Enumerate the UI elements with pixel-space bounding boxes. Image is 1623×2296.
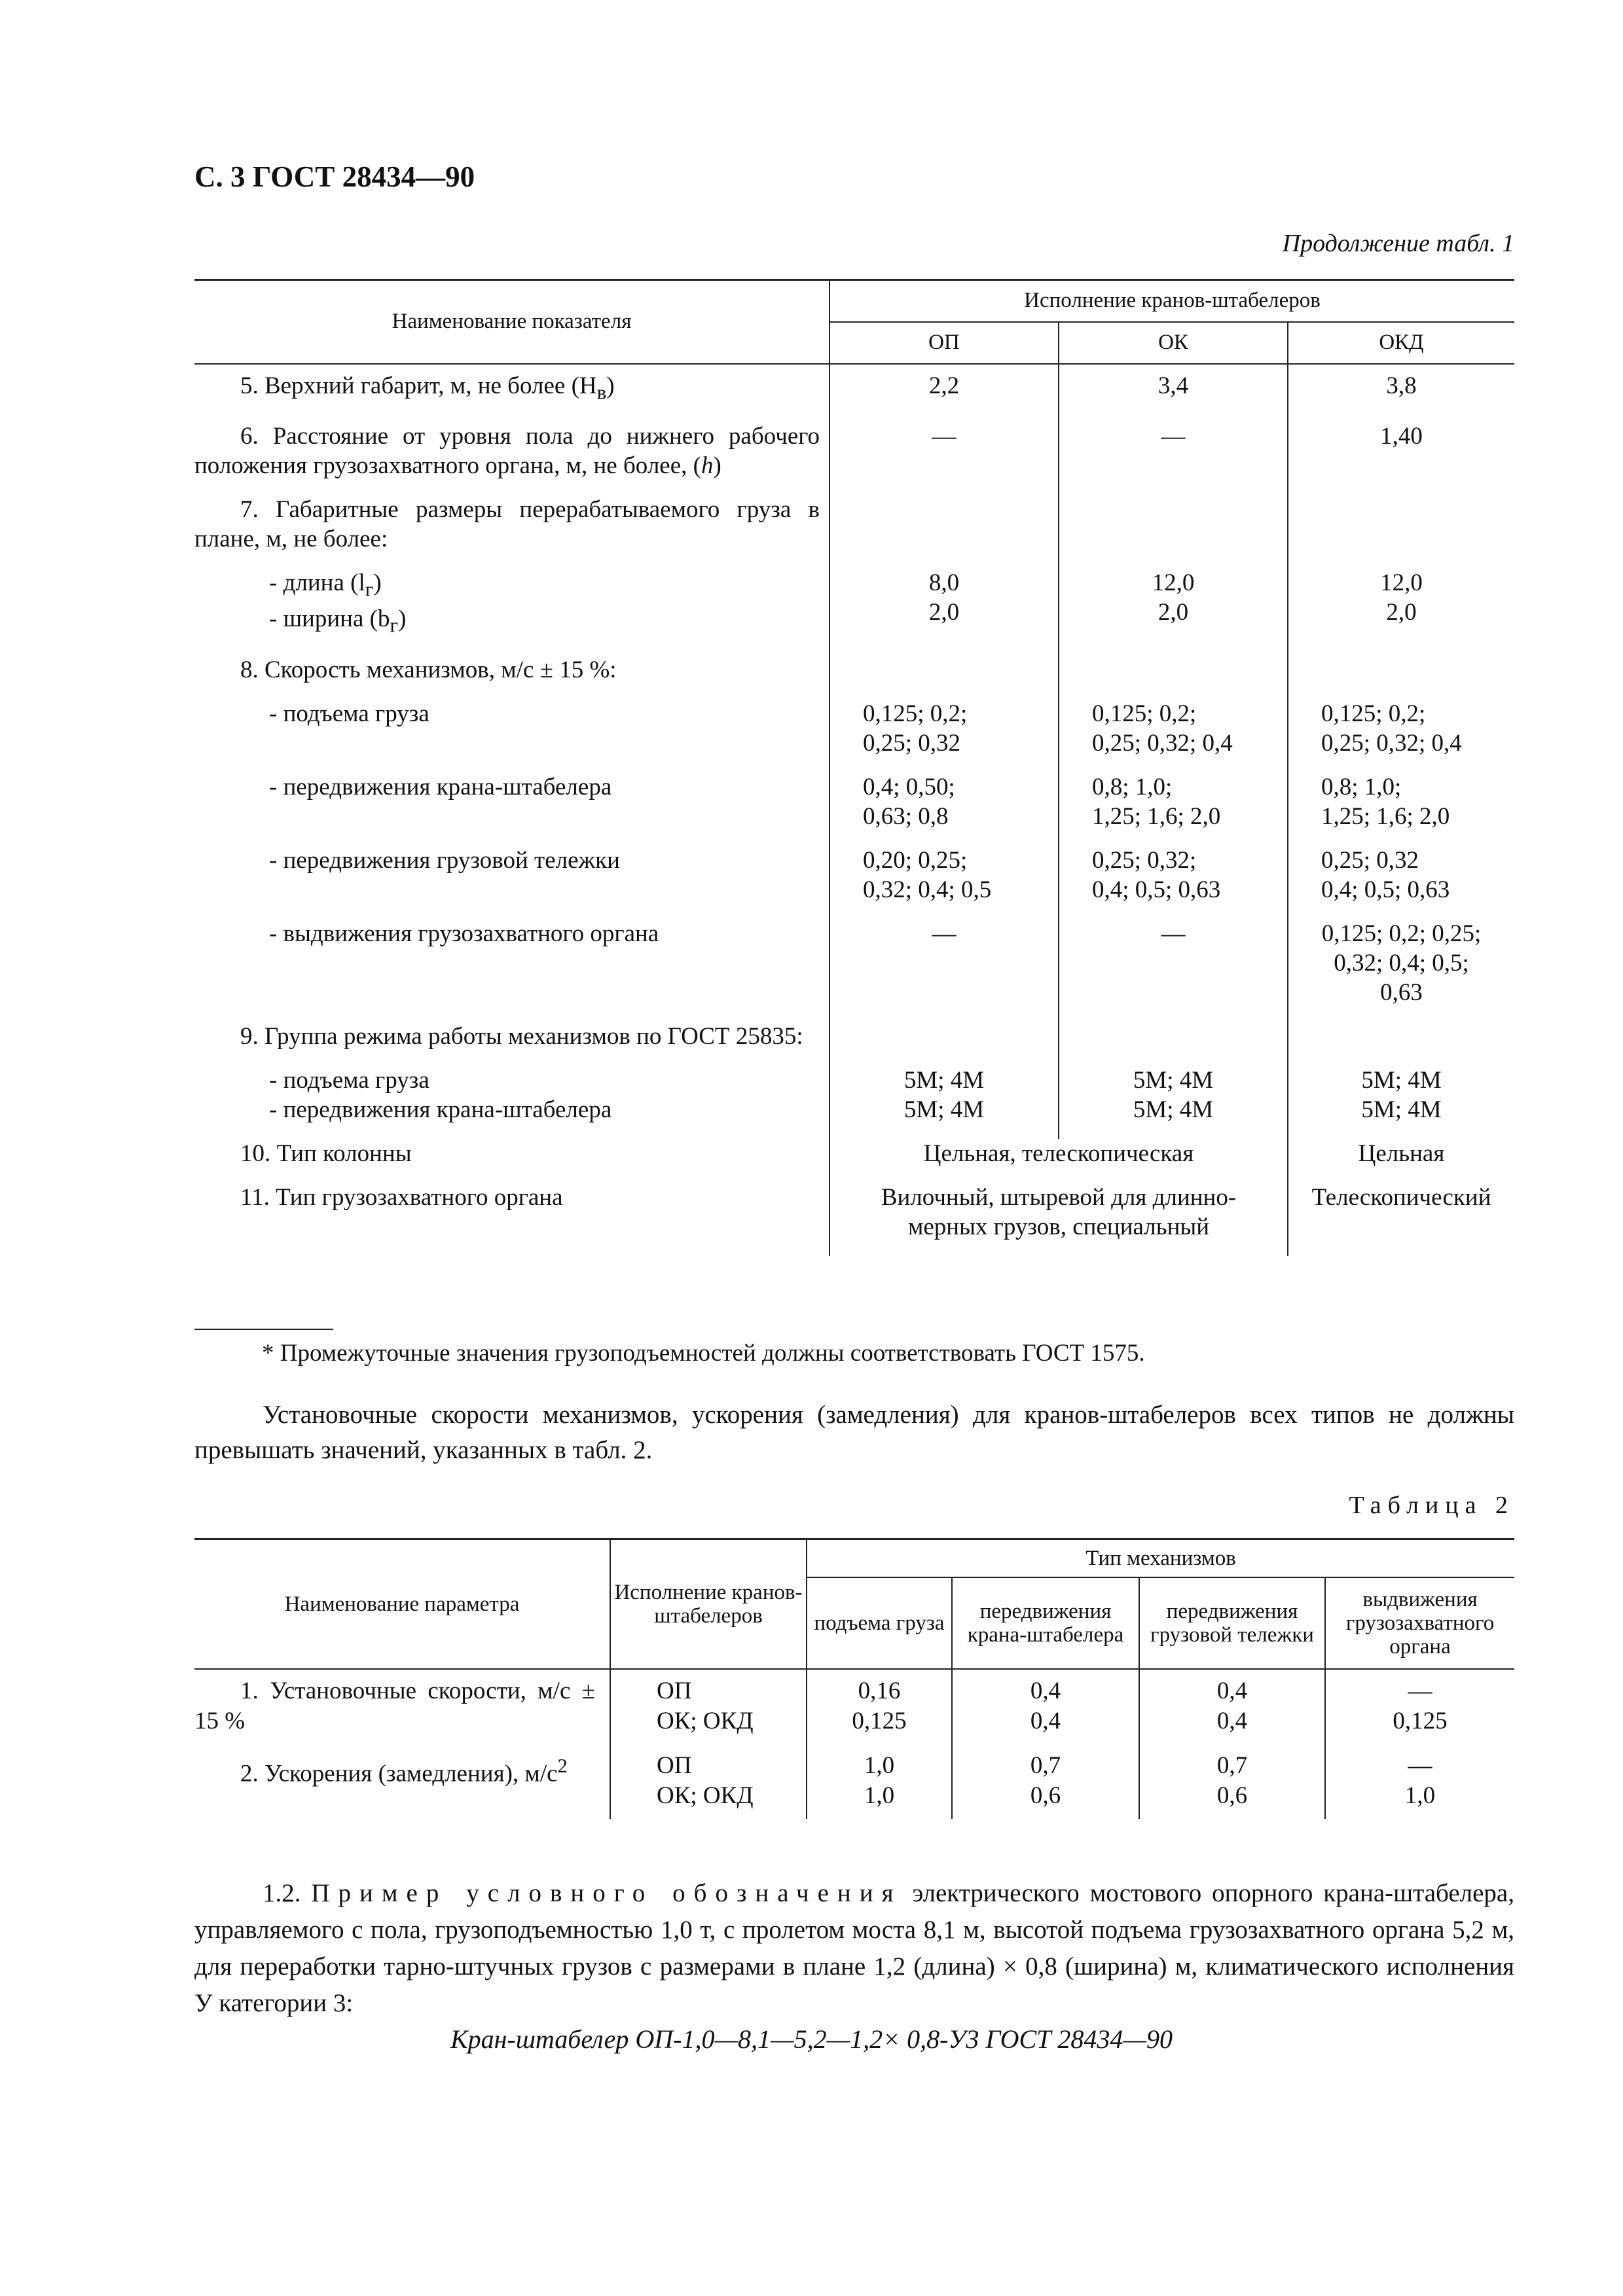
- cell: ОП ОК; ОКД: [610, 1744, 807, 1819]
- paragraph-speeds: Установочные скорости механизмов, ускорения (замедления) для кранов-штабелеров всех типов не должны превышать значений, указанных в табл. 2.: [194, 1401, 1514, 1464]
- t2-header-isp: Исполнение кранов-штабелеров: [610, 1539, 807, 1669]
- cell: [830, 1022, 1059, 1066]
- cell: Цельная: [1288, 1139, 1514, 1183]
- cell: 8,0 2,0: [830, 568, 1059, 655]
- t1-header-okd: ОКД: [1288, 322, 1514, 364]
- t2-header-m3: передвижения грузовой тележки: [1139, 1577, 1325, 1669]
- cell: — 0,125: [1325, 1669, 1514, 1744]
- t2-header-m4: выдвижения грузозахватного органа: [1325, 1577, 1514, 1669]
- table-row: [194, 1183, 1514, 1256]
- row-label: 2. Ускорения (замедления), $м/с^2$: [240, 1754, 568, 1787]
- cell: 0,125; 0,2; 0,25; 0,32: [830, 699, 1059, 772]
- cell: [830, 495, 1059, 568]
- cell: [1288, 495, 1514, 568]
- cell: 5М; 4М 5М; 4М: [1288, 1066, 1514, 1139]
- table-2-caption: Таблица 2: [1349, 1492, 1514, 1519]
- table-row: [194, 1139, 1514, 1183]
- table-row: [194, 699, 1514, 772]
- cell: —: [1059, 919, 1288, 1022]
- t1-header-group: Исполнение кранов-штабелеров: [830, 280, 1514, 322]
- cell: 3,4: [1059, 364, 1288, 422]
- cell: 0,4 0,4: [952, 1669, 1139, 1744]
- cell: 2,2: [830, 364, 1059, 422]
- cell: Телескопический: [1288, 1183, 1514, 1256]
- cell: [830, 655, 1059, 699]
- cell: Вилочный, штыревой для длинно- мерных грузов, специальный: [830, 1183, 1288, 1256]
- row-label: 11. Тип грузозахватного органа: [240, 1183, 563, 1211]
- row-label: - подъема груза - передвижения крана-штабелера: [269, 1066, 612, 1123]
- row-label: - выдвижения грузозахватного органа: [269, 920, 659, 947]
- cell: 1,40: [1288, 422, 1514, 495]
- row-label: 8. Скорость механизмов, м/с ± 15 %:: [240, 656, 617, 683]
- cell: —: [1059, 422, 1288, 495]
- cell: [1059, 1022, 1288, 1066]
- t1-header-op: ОП: [830, 322, 1059, 364]
- table-row: [194, 1744, 1514, 1819]
- cell: 0,25; 0,32 0,4; 0,5; 0,63: [1288, 846, 1514, 919]
- t1-header-name: Наименование показателя: [194, 280, 830, 364]
- row-label: - длина $(l_г)$ - ширина $(b_г)$: [269, 569, 407, 637]
- cell: Цельная, телескопическая: [830, 1139, 1288, 1183]
- cell: 3,8: [1288, 364, 1514, 422]
- cell: ОП ОК; ОКД: [610, 1669, 807, 1744]
- t1-header-ok: ОК: [1059, 322, 1288, 364]
- table-2: [194, 1538, 1514, 1819]
- cell: 0,25; 0,32; 0,4; 0,5; 0,63: [1059, 846, 1288, 919]
- cell: 1,0 1,0: [807, 1744, 952, 1819]
- cell: 0,7 0,6: [1139, 1744, 1325, 1819]
- row-label: 10. Тип колонны: [240, 1139, 412, 1167]
- cell: 0,20; 0,25; 0,32; 0,4; 0,5: [830, 846, 1059, 919]
- table-row: [194, 422, 1514, 495]
- row-label: 5. Верхний габарит, м, не более $(H_в)$: [240, 372, 615, 403]
- table-row: [194, 364, 1514, 422]
- footnote: * Промежуточные значения грузоподъемностей должны соответствовать ГОСТ 1575.: [262, 1340, 1145, 1367]
- table-row: [194, 772, 1514, 846]
- row-label: - передвижения крана-штабелера: [269, 773, 612, 800]
- cell: 12,0 2,0: [1288, 568, 1514, 655]
- cell: 0,7 0,6: [952, 1744, 1139, 1819]
- row-label: - подъема груза: [269, 700, 429, 727]
- table-row: [194, 495, 1514, 568]
- footnote-rule: [194, 1329, 333, 1330]
- table-row: [194, 1066, 1514, 1139]
- cell: —: [830, 919, 1059, 1022]
- table-row: [194, 919, 1514, 1022]
- row-label: 9. Группа режима работы механизмов по ГОСТ 25835:: [240, 1022, 803, 1050]
- cell: —: [830, 422, 1059, 495]
- cell: 0,125; 0,2; 0,25; 0,32; 0,4: [1059, 699, 1288, 772]
- t2-header-group: Тип механизмов: [807, 1539, 1514, 1577]
- table-row: [194, 1669, 1514, 1744]
- cell: 0,125; 0,2; 0,25; 0,32; 0,4; 0,5; 0,63: [1288, 919, 1514, 1022]
- designation-example: Кран-штабелер ОП-1,0—8,1—5,2—1,2× 0,8-У3 ГОСТ 28434—90: [450, 2024, 1173, 2054]
- cell: 0,8; 1,0; 1,25; 1,6; 2,0: [1059, 772, 1288, 846]
- row-label: 7. Габаритные размеры перерабатываемого груза в плане, м, не более:: [194, 495, 820, 552]
- paragraph-designation-example: 1.2. Пример условного обозначения электрического мостового опорного крана-штабелера, управляемого с пола, грузоподъемностью 1,0 т, с пролетом моста 8,1 м, высотой подъема грузозахватного органа 5,2 м, для переработки тарно-штучных грузов с размерами в плане 1,2 (длина) × 0,8 (ширина) м, климатического исполнения У категории 3:: [194, 1879, 1514, 2017]
- cell: 0,8; 1,0; 1,25; 1,6; 2,0: [1288, 772, 1514, 846]
- table-continuation-label: Продолжение табл. 1: [1282, 230, 1514, 257]
- cell: 5М; 4М 5М; 4М: [1059, 1066, 1288, 1139]
- table-row: [194, 1022, 1514, 1066]
- cell: 0,4; 0,50; 0,63; 0,8: [830, 772, 1059, 846]
- page-header: С. 3 ГОСТ 28434—90: [194, 160, 475, 193]
- table-1: [194, 279, 1514, 1256]
- row-label: 6. Расстояние от уровня пола до нижнего рабочего положения грузозахватного органа, м, не более, (h): [194, 422, 820, 479]
- cell: [1059, 655, 1288, 699]
- t2-header-m2: передвижения крана-штабелера: [952, 1577, 1139, 1669]
- cell: 0,16 0,125: [807, 1669, 952, 1744]
- cell: [1059, 495, 1288, 568]
- t2-header-name: Наименование параметра: [194, 1539, 610, 1669]
- row-label: - передвижения грузовой тележки: [269, 846, 620, 874]
- cell: [1288, 655, 1514, 699]
- table-row: [194, 655, 1514, 699]
- cell: [1288, 1022, 1514, 1066]
- cell: 0,125; 0,2; 0,25; 0,32; 0,4: [1288, 699, 1514, 772]
- cell: 5М; 4М 5М; 4М: [830, 1066, 1059, 1139]
- row-label: 1. Установочные скорости, м/с ± 15 %: [194, 1677, 595, 1734]
- table-row: [194, 846, 1514, 919]
- cell: 12,0 2,0: [1059, 568, 1288, 655]
- cell: — 1,0: [1325, 1744, 1514, 1819]
- table-row: [194, 568, 1514, 655]
- t2-header-m1: подъема груза: [807, 1577, 952, 1669]
- cell: 0,4 0,4: [1139, 1669, 1325, 1744]
